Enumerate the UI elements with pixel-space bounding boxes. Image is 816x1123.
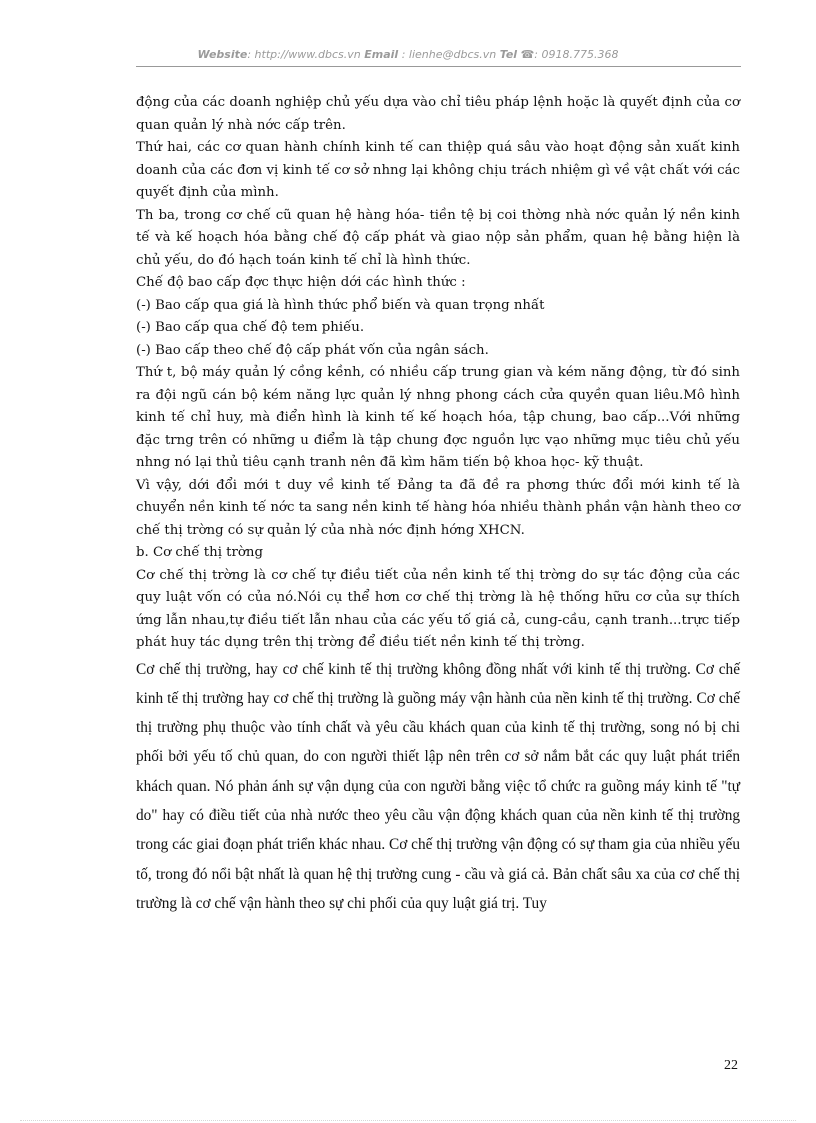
website-value: : http://www.dbcs.vn — [247, 48, 361, 61]
page-content — [136, 92, 740, 918]
email-value: : lienhe@dbcs.vn — [401, 48, 497, 61]
body-line: Thứ t, bộ máy quản lý cồng kềnh, có nhiều cấp trung gian và kém năng động, từ đó sinh ra đội ngũ cán bộ kém năng lực quản lý nhng phong cách cửa quyền quan liêu.Mô hình kinh tế chỉ huy, mà điển hình là kinh tế kế hoạch hóa, tập chung, bao cấp...Với những đặc trng trên có những u điểm là tập chung đợc nguồn lực vạo những mục tiêu chủ yếu nhng nó lại thủ tiêu cạnh tranh nên đã kìm hãm tiến bộ khoa học- kỹ thuật. — [136, 365, 740, 470]
list-item: (-) Bao cấp qua giá là hình thức phổ biến và quan trọng nhất — [136, 297, 545, 313]
body-line: Chế độ bao cấp đợc thực hiện dới các hình thức : — [136, 275, 466, 290]
tel-value: : 0918.775.368 — [534, 48, 619, 61]
bottom-border — [20, 1120, 796, 1121]
body-line: động của các doanh nghiệp chủ yếu dựa vào chỉ tiêu pháp lệnh hoặc là quyết định của cơ quan quản lý nhà nớc cấp trên. — [136, 95, 740, 133]
section-heading: b. Cơ chế thị trờng — [136, 545, 263, 560]
page-number: 22 — [724, 1058, 738, 1073]
header-rule — [136, 66, 741, 67]
page-header — [0, 48, 816, 61]
body-text-block — [136, 92, 740, 655]
body-line: Cơ chế thị trờng là cơ chế tự điều tiết của nền kinh tế thị trờng do sự tác động của các quy luật vốn có của nó.Nói cụ thể hơn cơ chế thị trờng là hệ thống hữu cơ của sự thích ứng lẫn nhau,tự điều tiết lẫn nhau của các yếu tố giá cả, cung-cầu, cạnh tranh...trực tiếp phát huy tác dụng trên thị trờng để điều tiết nền kinh tế thị trờng. — [136, 567, 740, 650]
website-label: Website — [197, 48, 248, 61]
list-item: (-) Bao cấp qua chế độ tem phiếu. — [136, 320, 365, 335]
body-line: Thứ hai, các cơ quan hành chính kinh tế can thiệp quá sâu vào hoạt động sản xuất kinh doanh của các đơn vị kinh tế cơ sở nhng lại không chịu trách nhiệm gì về vật chất với các quyết định của mình. — [136, 140, 740, 200]
email-label: Email — [364, 48, 399, 61]
phone-icon: ☎ — [520, 48, 535, 61]
body-line: Th ba, trong cơ chế cũ quan hệ hàng hóa- tiền tệ bị coi thờng nhà nớc quản lý nền kinh tế và kế hoạch hóa bằng chế độ cấp phát và giao nộp sản phẩm, quan hệ bằng hiện là chủ yếu, do đó hạch toán kinh tế chỉ là hình thức. — [136, 207, 740, 268]
body-paragraph-2: Cơ chế thị trường, hay cơ chế kinh tế thị trường không đồng nhất với kinh tế thị trường. Cơ chế kinh tế thị trường hay cơ chế thị trường là guồng máy vận hành của nền kinh tế thị trường. Cơ chế thị trường phụ thuộc vào tính chất và yêu cầu khách quan của kinh tế thị trường, song nó bị chi phối bởi yếu tố chủ quan, do con người thiết lập nên trên cơ sở nắm bắt các quy luật phát triển khách quan. Nó phản ánh sự vận dụng của con người bằng việc tổ chức ra guồng máy kinh tế "tự do" hay có điều tiết của nhà nước theo yêu cầu vận động khách quan của nền kinh tế thị trường trong các giai đoạn phát triển khác nhau. Cơ chế thị trường vận động có sự tham gia của nhiều yếu tố, trong đó nổi bật nhất là quan hệ thị trường cung - cầu và giá cả. Bản chất sâu xa của cơ chế thị trường là cơ chế vận hành theo sự chi phối của quy luật giá trị. Tuy — [136, 660, 740, 912]
list-item: (-) Bao cấp theo chế độ cấp phát vốn của ngân sách. — [136, 342, 489, 358]
tel-label: Tel — [499, 48, 518, 61]
body-line: Vì vậy, dới đổi mới t duy về kinh tế Đảng ta đã đề ra phơng thức đổi mới kinh tế là chuyển nền kinh tế nớc ta sang nền kinh tế hàng hóa nhiều thành phần vận hành theo cơ chế thị trờng có sự quản lý của nhà nớc định hớng XHCN. — [136, 477, 740, 538]
